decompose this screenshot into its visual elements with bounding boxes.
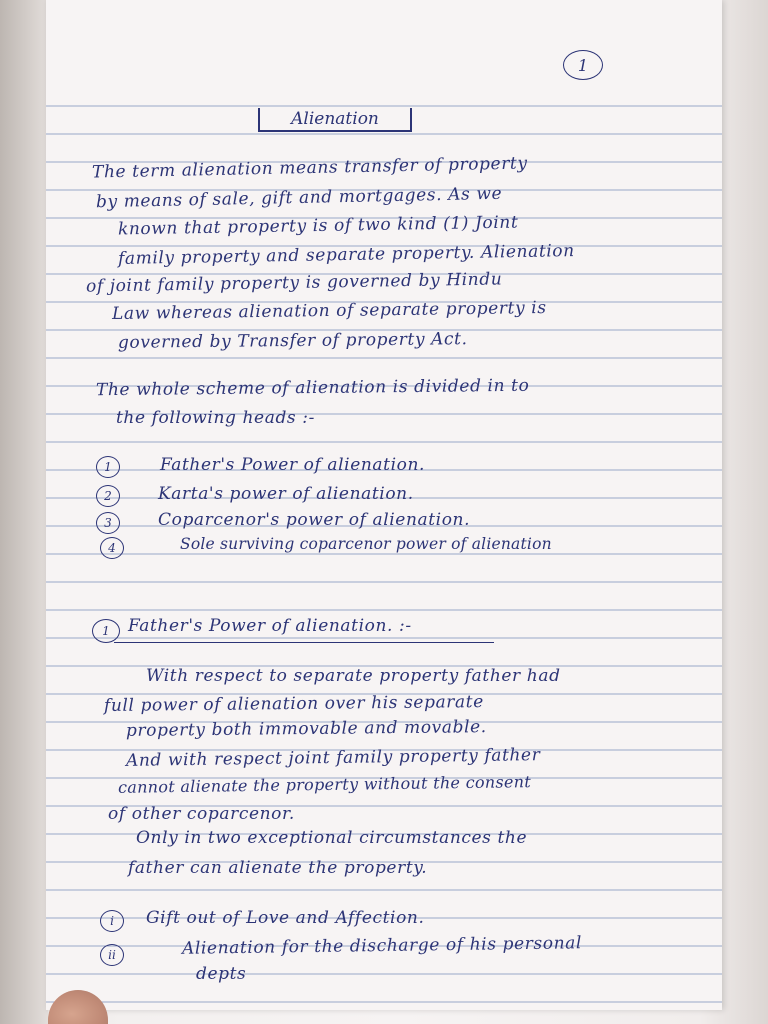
intro-line-4: family property and separate property. Alienation	[117, 241, 575, 269]
head-marker-1: 1	[96, 456, 120, 478]
section1-heading: Father's Power of alienation. :-	[128, 616, 412, 636]
section1-line-6: of other coparcenor.	[108, 804, 295, 824]
scheme-line-1: The whole scheme of alienation is divided in to	[95, 375, 530, 401]
section1-line-8: father can alienate the property.	[128, 858, 428, 878]
head-marker-3: 3	[96, 512, 120, 534]
intro-line-5: of joint family property is governed by Hindu	[85, 269, 503, 297]
page-edge-shadow	[0, 0, 48, 1024]
intro-line-2: by means of sale, gift and mortgages. As we	[95, 183, 503, 213]
head-marker-4: 4	[100, 537, 124, 559]
exception-marker-2: ii	[100, 944, 124, 966]
section1-line-5: cannot alienate the property without the consent	[117, 772, 532, 797]
intro-line-6: Law whereas alienation of separate property is	[111, 297, 547, 325]
exception-label-3: depts	[196, 964, 247, 984]
intro-line-1: The term alienation means transfer of property	[91, 153, 528, 183]
section1-line-1: With respect to separate property father had	[146, 666, 561, 686]
page-number	[563, 50, 603, 80]
head-label-1: Father's Power of alienation.	[160, 455, 426, 475]
head-label-3: Coparcenor's power of alienation.	[158, 510, 471, 530]
head-label-2: Karta's power of alienation.	[158, 484, 414, 504]
intro-line-3: known that property is of two kind (1) Joint	[117, 212, 519, 240]
section1-line-4: And with respect joint family property father	[125, 745, 541, 771]
head-marker-2: 2	[96, 485, 120, 507]
section1-line-3: property both immovable and movable.	[125, 717, 487, 741]
section1-line-2: full power of alienation over his separate	[103, 692, 484, 716]
exception-label-2: Alienation for the discharge of his personal	[181, 933, 583, 959]
title-box	[258, 108, 412, 132]
exception-marker-1: i	[100, 910, 124, 932]
page-title: Alienation	[291, 109, 379, 129]
exception-label-1: Gift out of Love and Affection.	[146, 908, 425, 928]
scheme-line-2: the following heads :-	[116, 408, 315, 428]
section1-line-7: Only in two exceptional circumstances the	[136, 828, 528, 848]
page-number-text: 1	[577, 55, 589, 75]
section1-heading-underline	[114, 642, 494, 643]
section1-marker: 1	[92, 619, 120, 643]
intro-line-7: governed by Transfer of property Act.	[117, 329, 468, 353]
head-label-4: Sole surviving coparcenor power of alienation	[180, 535, 552, 553]
